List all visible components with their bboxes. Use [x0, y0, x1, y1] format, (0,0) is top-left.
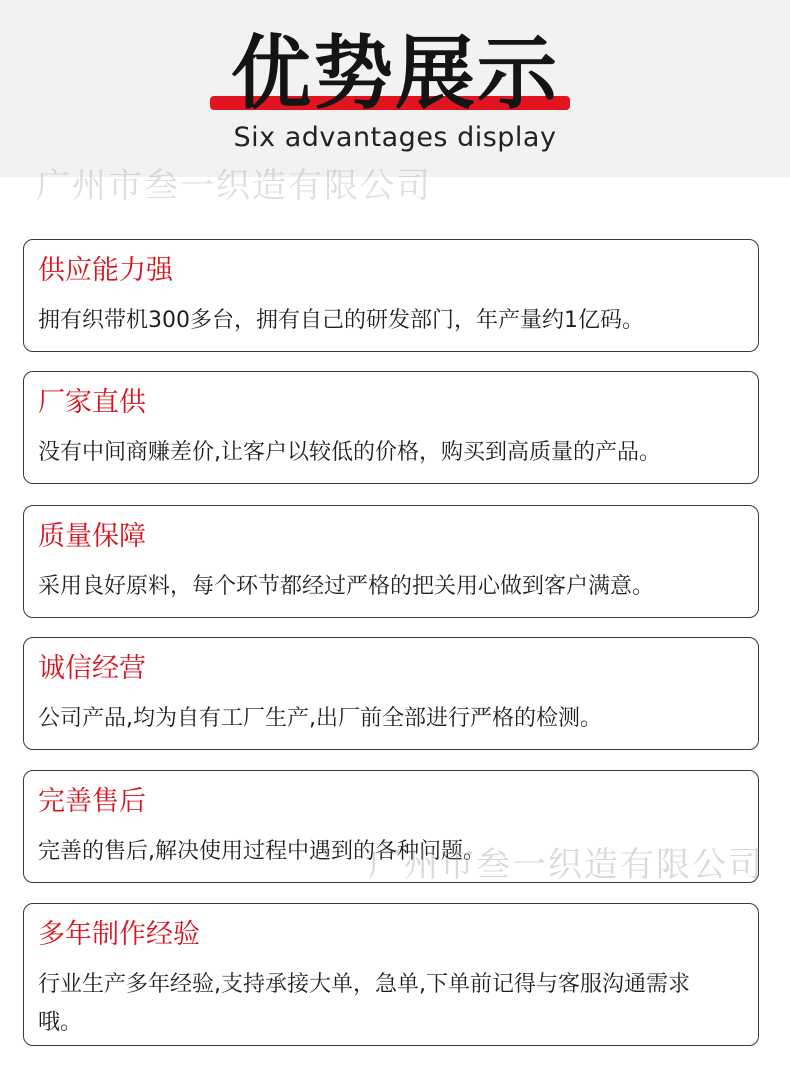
advantage-description: 公司产品,均为自有工厂生产,出厂前全部进行严格的检测。	[38, 706, 602, 731]
advantage-title: 供应能力强	[38, 255, 173, 286]
advantage-description: 行业生产多年经验,支持承接大单，急单,下单前记得与客服沟通需求哦。	[38, 972, 690, 1035]
advantage-description: 拥有织带机300多台，拥有自己的研发部门，年产量约1亿码。	[38, 308, 644, 333]
advantage-card-experience	[23, 903, 759, 1046]
advantage-description: 采用良好原料，每个环节都经过严格的把关用心做到客户满意。	[38, 574, 655, 599]
advantage-title: 质量保障	[38, 521, 146, 552]
advantage-card-supply	[23, 239, 759, 352]
advantage-title: 诚信经营	[38, 653, 146, 684]
header-banner	[0, 0, 790, 177]
advantage-card-direct	[23, 371, 759, 484]
advantage-description: 没有中间商赚差价,让客户以较低的价格，购买到高质量的产品。	[38, 440, 661, 465]
watermark-middle: 广州市叁一织造有限公司	[368, 845, 764, 885]
page-subtitle: Six advantages display	[233, 122, 557, 153]
advantage-title: 厂家直供	[38, 387, 146, 418]
page-title: 优势展示	[231, 27, 559, 120]
advantage-card-quality	[23, 505, 759, 618]
advantage-description: 完善的售后,解决使用过程中遇到的各种问题。	[38, 839, 485, 864]
advantage-card-aftersales	[23, 770, 759, 883]
advantage-title: 多年制作经验	[38, 919, 200, 950]
advantage-card-integrity	[23, 637, 759, 750]
advantage-title: 完善售后	[38, 786, 146, 817]
watermark-top: 广州市叁一织造有限公司	[36, 166, 432, 206]
